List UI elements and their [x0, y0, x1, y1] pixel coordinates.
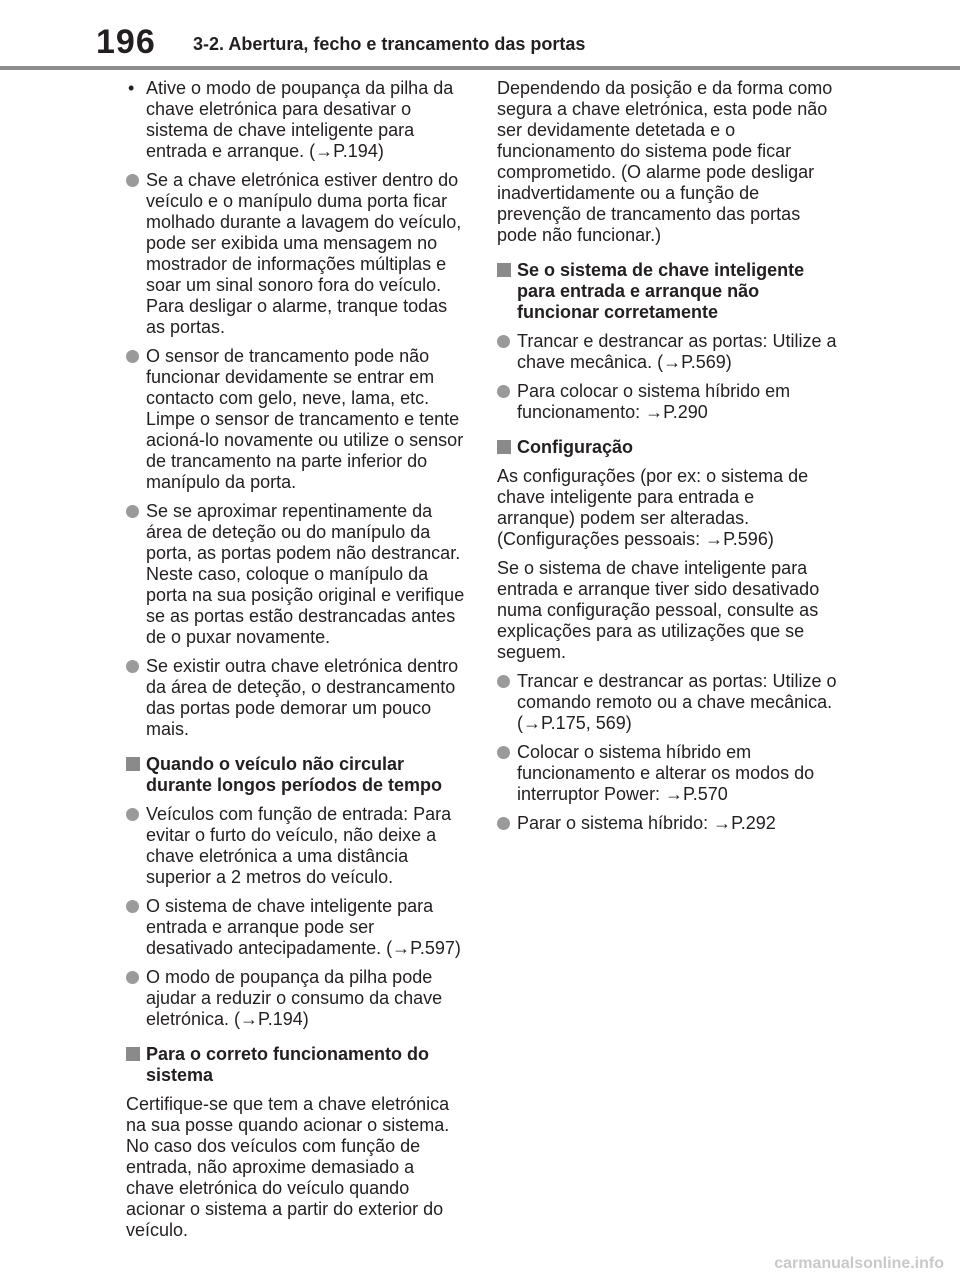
subsection-heading: [497, 260, 837, 323]
list-item: [126, 78, 466, 162]
subsection-heading: [126, 1044, 466, 1086]
list-item: [126, 656, 466, 740]
paragraph: As configurações (por ex: o sistema de chave inteligente para entrada e arranque) podem ser alteradas. (Configurações pessoais: →P.596): [497, 466, 809, 549]
list-item: [126, 346, 466, 493]
item-text: O modo de poupança da pilha pode ajudar a reduzir o consumo da chave eletrónica. (→P.194): [146, 967, 443, 1029]
square-bullet-icon: [126, 757, 140, 771]
page-number: 196: [96, 23, 156, 61]
item-text: O sistema de chave inteligente para entrada e arranque pode ser desativado antecipadamente. (→P.597): [146, 896, 461, 958]
subsection-heading: [497, 437, 837, 458]
header-divider: [0, 66, 960, 70]
paragraph: Certifique-se que tem a chave eletrónica na sua posse quando acionar o sistema. No caso dos veículos com função de entrada, não aproxime demasiado a chave eletrónica do veículo quando acionar o sistema a partir do exterior do veículo.: [126, 1094, 450, 1240]
item-text: Parar o sistema híbrido: →P.292: [517, 813, 776, 833]
item-text: Se se aproximar repentinamente da área de deteção ou do manípulo da porta, as portas podem não destrancar. Neste caso, coloque o manípulo da porta na sua posição original e verifique se as portas estão destrancadas antes de o puxar novamente.: [146, 501, 465, 647]
paragraph: Dependendo da posição e da forma como segura a chave eletrónica, esta pode não ser devidamente detetada e o funcionamento do sistema pode ficar comprometido. (O alarme pode desligar inadvertidamente ou a função de prevenção de trancamento das portas pode não funcionar.): [497, 78, 833, 245]
list-item: [126, 896, 466, 959]
item-text: Para colocar o sistema híbrido em funcionamento: →P.290: [517, 381, 791, 422]
list-item: [497, 671, 837, 734]
item-text: Ative o modo de poupança da pilha da chave eletrónica para desativar o sistema de chave inteligente para entrada e arranque. (→P.194): [146, 78, 454, 161]
list-item: [126, 804, 466, 888]
item-text: Se existir outra chave eletrónica dentro da área de deteção, o destrancamento das portas pode demorar um pouco mais.: [146, 656, 459, 739]
list-item: [126, 170, 466, 338]
heading-text: Configuração: [517, 437, 634, 457]
square-bullet-icon: [126, 1047, 140, 1061]
item-text: Trancar e destrancar as portas: Utilize a chave mecânica. (→P.569): [517, 331, 837, 372]
item-text: Veículos com função de entrada: Para evitar o furto do veículo, não deixe a chave eletrónica a uma distância superior a 2 metros do veículo.: [146, 804, 452, 887]
section-title: 3-2. Abertura, fecho e trancamento das portas: [193, 34, 586, 54]
left-column: [126, 78, 466, 1249]
heading-text: Quando o veículo não circular durante longos períodos de tempo: [146, 754, 443, 795]
square-bullet-icon: [497, 440, 511, 454]
item-text: Trancar e destrancar as portas: Utilize o comando remoto ou a chave mecânica. (→P.175, 569): [517, 671, 837, 733]
watermark: carmanualsonline.info: [774, 1255, 944, 1272]
item-text: Se a chave eletrónica estiver dentro do veículo e o manípulo duma porta ficar molhado durante a lavagem do veículo, pode ser exibida uma mensagem no mostrador de informações múltiplas e soar um sinal sonoro fora do veículo. Para desligar o alarme, tranque todas as portas.: [146, 170, 462, 337]
bullet-dot-icon: •: [128, 78, 135, 98]
heading-text: Se o sistema de chave inteligente para entrada e arranque não funcionar corretamente: [517, 260, 805, 322]
right-column: [497, 78, 837, 842]
heading-text: Para o correto funcionamento do sistema: [146, 1044, 430, 1085]
list-item: [497, 331, 837, 373]
item-text: Colocar o sistema híbrido em funcionamento e alterar os modos do interruptor Power: →P.570: [517, 742, 815, 804]
item-text: O sensor de trancamento pode não funcionar devidamente se entrar em contacto com gelo, neve, lama, etc. Limpe o sensor de trancamento e tente acioná-lo novamente ou utilize o sensor de trancamento na parte inferior do manípulo da porta.: [146, 346, 464, 492]
list-item: [497, 381, 837, 423]
list-item: [497, 813, 837, 834]
page-header: [0, 0, 960, 70]
list-item: [126, 967, 466, 1030]
list-item: [126, 501, 466, 648]
square-bullet-icon: [497, 263, 511, 277]
list-item: [497, 742, 837, 805]
subsection-heading: [126, 754, 466, 796]
paragraph: Se o sistema de chave inteligente para entrada e arranque tiver sido desativado numa configuração pessoal, consulte as explicações para as utilizações que se seguem.: [497, 558, 820, 662]
